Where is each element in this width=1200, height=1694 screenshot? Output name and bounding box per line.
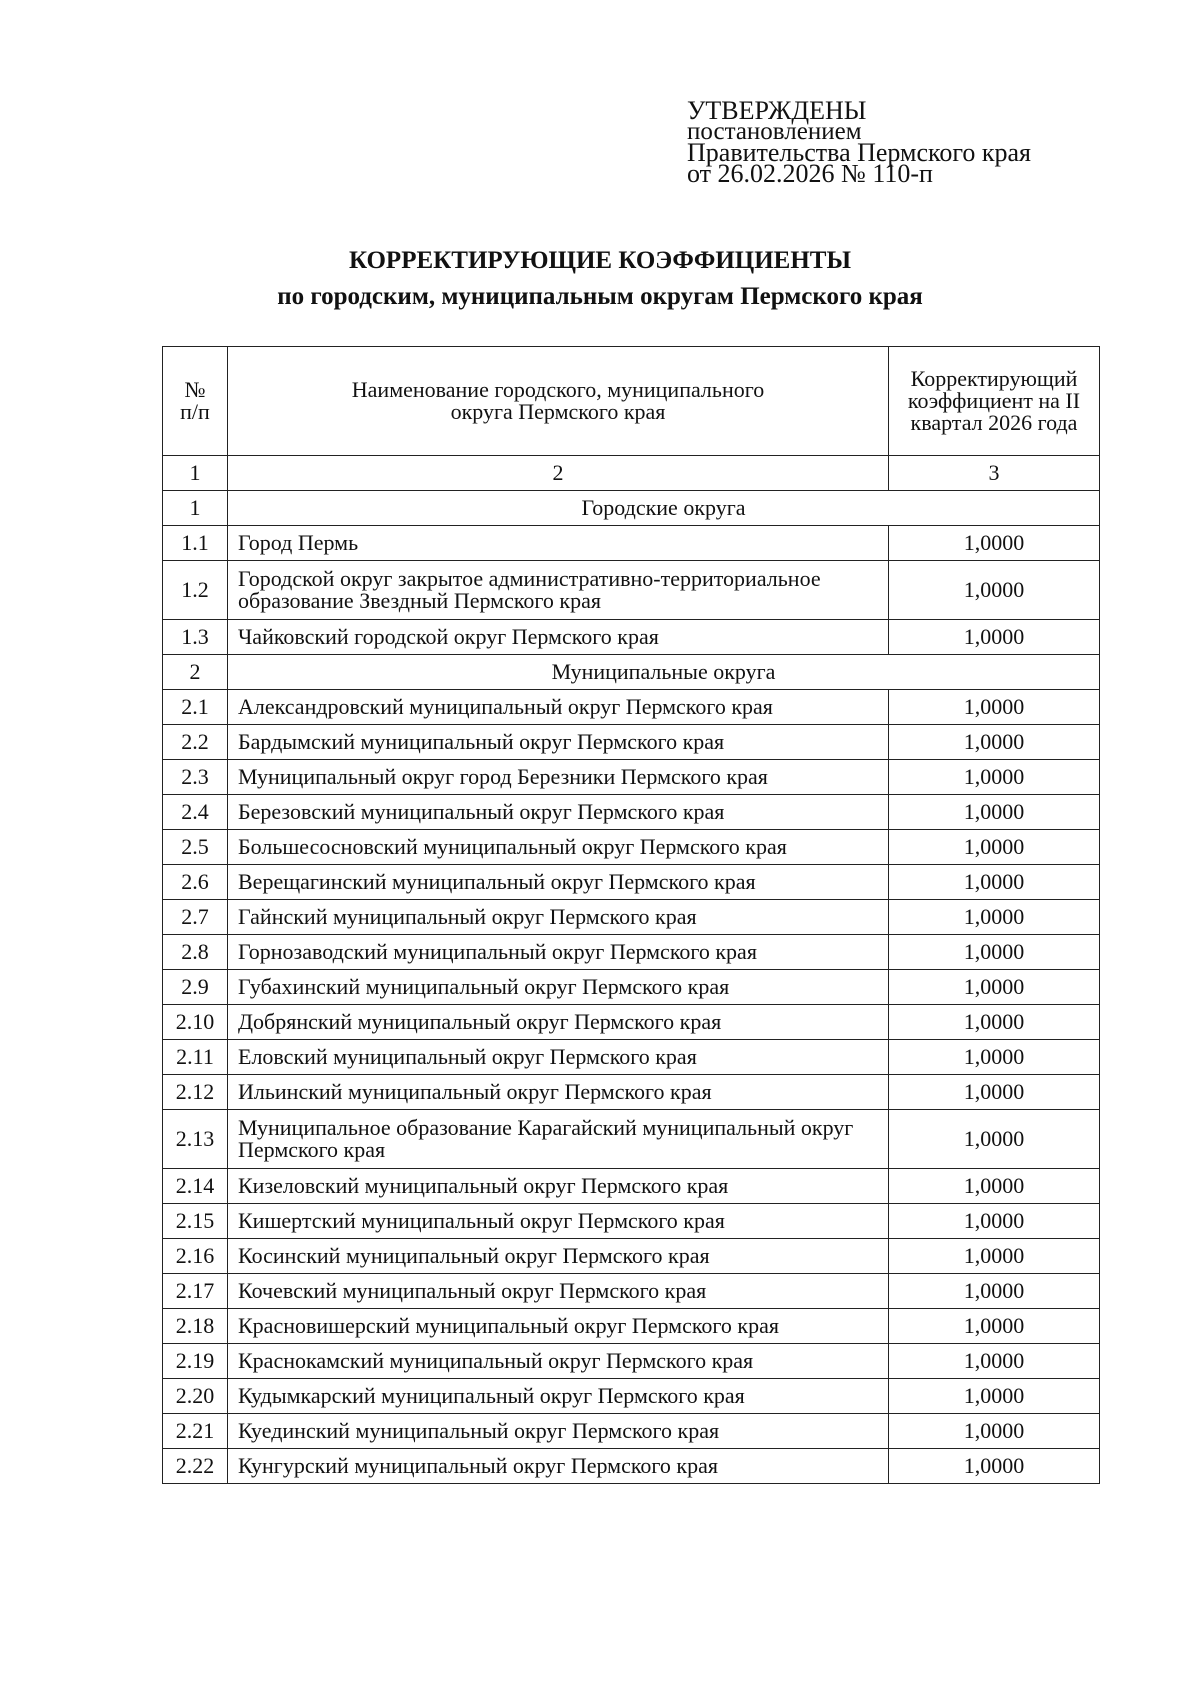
district-name: Березовский муниципальный округ Пермского края (228, 795, 889, 830)
column-number: 3 (889, 456, 1100, 491)
coefficient-value: 1,0000 (889, 1239, 1100, 1274)
district-name: Куединский муниципальный округ Пермского края (228, 1414, 889, 1449)
table-row (163, 795, 1100, 830)
table-row (163, 725, 1100, 760)
district-name: Горнозаводский муниципальный округ Пермского края (228, 935, 889, 970)
row-number: 2.11 (163, 1040, 228, 1075)
table-row (163, 1169, 1100, 1204)
approval-date-number: от 26.02.2026 № 110-п (687, 159, 933, 188)
row-number: 2.4 (163, 795, 228, 830)
row-number: 2.6 (163, 865, 228, 900)
district-name: Городской округ закрытое административно-территориальное образование Звездный Пермского края (228, 561, 889, 620)
row-number: 2.9 (163, 970, 228, 1005)
header-number: № п/п (163, 347, 228, 456)
district-name: Муниципальный округ город Березники Пермского края (228, 760, 889, 795)
section-row (163, 655, 1100, 690)
table-row (163, 1110, 1100, 1169)
section-name: Городские округа (228, 491, 1100, 526)
section-number: 2 (163, 655, 228, 690)
table-row (163, 935, 1100, 970)
coefficient-value: 1,0000 (889, 526, 1100, 561)
district-name: Красновишерский муниципальный округ Пермского края (228, 1309, 889, 1344)
table-row (163, 900, 1100, 935)
row-number: 2.1 (163, 690, 228, 725)
district-name: Чайковский городской округ Пермского края (228, 620, 889, 655)
coefficient-value: 1,0000 (889, 1005, 1100, 1040)
row-number: 2.14 (163, 1169, 228, 1204)
row-number: 2.20 (163, 1379, 228, 1414)
coefficient-value: 1,0000 (889, 865, 1100, 900)
row-number: 1.2 (163, 561, 228, 620)
document-title (0, 243, 1200, 315)
row-number: 2.19 (163, 1344, 228, 1379)
coefficient-value: 1,0000 (889, 1169, 1100, 1204)
table-row (163, 1344, 1100, 1379)
table-row (163, 1204, 1100, 1239)
table-row (163, 970, 1100, 1005)
row-number: 2.21 (163, 1414, 228, 1449)
coefficient-value: 1,0000 (889, 561, 1100, 620)
coefficient-value: 1,0000 (889, 1040, 1100, 1075)
coefficient-value: 1,0000 (889, 830, 1100, 865)
coefficient-value: 1,0000 (889, 1414, 1100, 1449)
row-number: 2.15 (163, 1204, 228, 1239)
district-name: Косинский муниципальный округ Пермского края (228, 1239, 889, 1274)
approval-heading: УТВЕРЖДЕНЫ (687, 96, 867, 125)
coefficient-value: 1,0000 (889, 1075, 1100, 1110)
table-row (163, 620, 1100, 655)
coefficient-value: 1,0000 (889, 1274, 1100, 1309)
table-row (163, 1449, 1100, 1484)
row-number: 2.18 (163, 1309, 228, 1344)
district-name: Ильинский муниципальный округ Пермского края (228, 1075, 889, 1110)
coefficient-value: 1,0000 (889, 1379, 1100, 1414)
column-numbers-row (163, 456, 1100, 491)
column-number: 2 (228, 456, 889, 491)
section-number: 1 (163, 491, 228, 526)
district-name: Добрянский муниципальный округ Пермского края (228, 1005, 889, 1040)
coefficients-table (162, 346, 1100, 1484)
row-number: 2.17 (163, 1274, 228, 1309)
row-number: 2.22 (163, 1449, 228, 1484)
table-row (163, 1309, 1100, 1344)
coefficient-value: 1,0000 (889, 795, 1100, 830)
section-name: Муниципальные округа (228, 655, 1100, 690)
table-row (163, 1075, 1100, 1110)
coefficient-value: 1,0000 (889, 620, 1100, 655)
table-row (163, 830, 1100, 865)
district-name: Губахинский муниципальный округ Пермского края (228, 970, 889, 1005)
coefficient-value: 1,0000 (889, 690, 1100, 725)
district-name: Кизеловский муниципальный округ Пермского края (228, 1169, 889, 1204)
approval-stamp (687, 96, 1031, 188)
section-row (163, 491, 1100, 526)
table-row (163, 1040, 1100, 1075)
table-row (163, 690, 1100, 725)
row-number: 2.3 (163, 760, 228, 795)
coefficient-value: 1,0000 (889, 725, 1100, 760)
row-number: 1.3 (163, 620, 228, 655)
district-name: Кишертский муниципальный округ Пермского края (228, 1204, 889, 1239)
coefficient-value: 1,0000 (889, 1110, 1100, 1169)
district-name: Большесосновский муниципальный округ Пермского края (228, 830, 889, 865)
table-row (163, 760, 1100, 795)
district-name: Краснокамский муниципальный округ Пермского края (228, 1344, 889, 1379)
table-row (163, 1005, 1100, 1040)
district-name: Верещагинский муниципальный округ Пермского края (228, 865, 889, 900)
district-name: Город Пермь (228, 526, 889, 561)
row-number: 2.7 (163, 900, 228, 935)
row-number: 2.8 (163, 935, 228, 970)
district-name: Еловский муниципальный округ Пермского края (228, 1040, 889, 1075)
coefficient-value: 1,0000 (889, 1204, 1100, 1239)
district-name: Гайнский муниципальный округ Пермского края (228, 900, 889, 935)
district-name: Кочевский муниципальный округ Пермского края (228, 1274, 889, 1309)
table-row (163, 865, 1100, 900)
row-number: 2.10 (163, 1005, 228, 1040)
title-sub: по городским, муниципальным округам Пермского края (277, 283, 923, 310)
coefficient-value: 1,0000 (889, 935, 1100, 970)
coefficient-value: 1,0000 (889, 900, 1100, 935)
approval-line: Правительства Пермского края (687, 138, 1031, 167)
row-number: 2.2 (163, 725, 228, 760)
table-row (163, 526, 1100, 561)
table-row (163, 1379, 1100, 1414)
header-name: Наименование городского, муниципального округа Пермского края (228, 347, 889, 456)
district-name: Александровский муниципальный округ Пермского края (228, 690, 889, 725)
row-number: 2.13 (163, 1110, 228, 1169)
district-name: Кудымкарский муниципальный округ Пермского края (228, 1379, 889, 1414)
district-name: Бардымский муниципальный округ Пермского края (228, 725, 889, 760)
approval-line: постановлением (687, 118, 862, 145)
table-row (163, 1414, 1100, 1449)
header-row (163, 347, 1100, 456)
district-name: Кунгурский муниципальный округ Пермского края (228, 1449, 889, 1484)
coefficient-value: 1,0000 (889, 1309, 1100, 1344)
header-coefficient: Корректирующий коэффициент на II квартал 2026 года (889, 347, 1100, 456)
title-main: КОРРЕКТИРУЮЩИЕ КОЭФФИЦИЕНТЫ (348, 247, 852, 274)
row-number: 2.16 (163, 1239, 228, 1274)
coefficient-value: 1,0000 (889, 1344, 1100, 1379)
coefficient-value: 1,0000 (889, 1449, 1100, 1484)
table-row (163, 1239, 1100, 1274)
row-number: 2.5 (163, 830, 228, 865)
column-number: 1 (163, 456, 228, 491)
table-row (163, 561, 1100, 620)
district-name: Муниципальное образование Карагайский муниципальный округ Пермского края (228, 1110, 889, 1169)
table-row (163, 1274, 1100, 1309)
coefficient-value: 1,0000 (889, 970, 1100, 1005)
row-number: 2.12 (163, 1075, 228, 1110)
coefficient-value: 1,0000 (889, 760, 1100, 795)
row-number: 1.1 (163, 526, 228, 561)
